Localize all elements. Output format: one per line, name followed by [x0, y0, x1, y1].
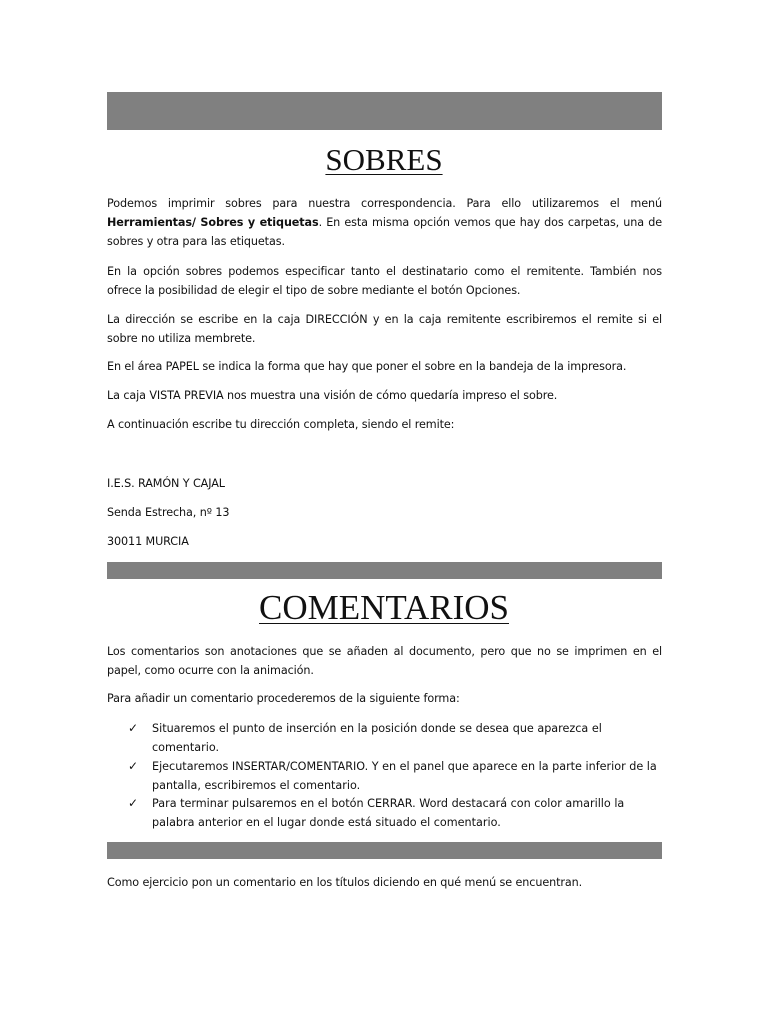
- sobres-paragraph-2: En la opción sobres podemos especificar tanto el destinatario como el remitente. También nos ofrece la posibilidad de elegir el tipo de sobre mediante el botón Opciones.: [107, 265, 662, 297]
- step-text: Ejecutaremos INSERTAR/COMENTARIO. Y en el panel que aparece en la parte inferior de la pantalla, escribiremos el comentario.: [152, 760, 657, 792]
- step-text: Para terminar pulsaremos en el botón CERRAR. Word destacará con color amarillo la palabra anterior en el lugar donde está situado el comentario.: [152, 797, 625, 829]
- sobres-paragraph-6: A continuación escribe tu dirección completa, siendo el remite:: [107, 418, 455, 431]
- check-icon: ✓: [128, 796, 139, 810]
- comentarios-title: COMENTARIOS: [259, 588, 509, 627]
- comentarios-paragraph-2: Para añadir un comentario procederemos de la siguiente forma:: [107, 692, 460, 705]
- header-bar: [107, 92, 662, 130]
- exercise-text: Como ejercicio pon un comentario en los títulos diciendo en qué menú se encuentran.: [107, 876, 583, 889]
- sobres-paragraph-5: La caja VISTA PREVIA nos muestra una visión de cómo quedaría impreso el sobre.: [107, 389, 558, 402]
- comentarios-paragraph-1: Los comentarios son anotaciones que se añaden al documento, pero que no se imprimen en el papel, como ocurre con la animación.: [107, 645, 662, 677]
- section-divider-bar: [107, 562, 662, 579]
- check-icon: ✓: [128, 759, 139, 773]
- footer-bar: [107, 842, 662, 859]
- sobres-title: SOBRES: [325, 142, 443, 177]
- address-line-3: 30011 MURCIA: [107, 535, 189, 548]
- check-icon: ✓: [128, 721, 139, 735]
- address-line-1: I.E.S. RAMÓN Y CAJAL: [107, 477, 225, 490]
- step-text: Situaremos el punto de inserción en la posición donde se desea que aparezca el comentario.: [152, 722, 602, 754]
- sobres-paragraph-1: Podemos imprimir sobres para nuestra correspondencia. Para ello utilizaremos el menú Herramientas/ Sobres y etiquetas. En esta misma opción vemos que hay dos carpetas, una de sobres y otra para las etiquetas.: [107, 197, 663, 248]
- sobres-paragraph-4: En el área PAPEL se indica la forma que hay que poner el sobre en la bandeja de la impresora.: [107, 360, 627, 373]
- address-line-2: Senda Estrecha, nº 13: [107, 506, 230, 519]
- sobres-paragraph-3: La dirección se escribe en la caja DIRECCIÓN y en la caja remitente escribiremos el remite si el sobre no utiliza membrete.: [107, 313, 662, 345]
